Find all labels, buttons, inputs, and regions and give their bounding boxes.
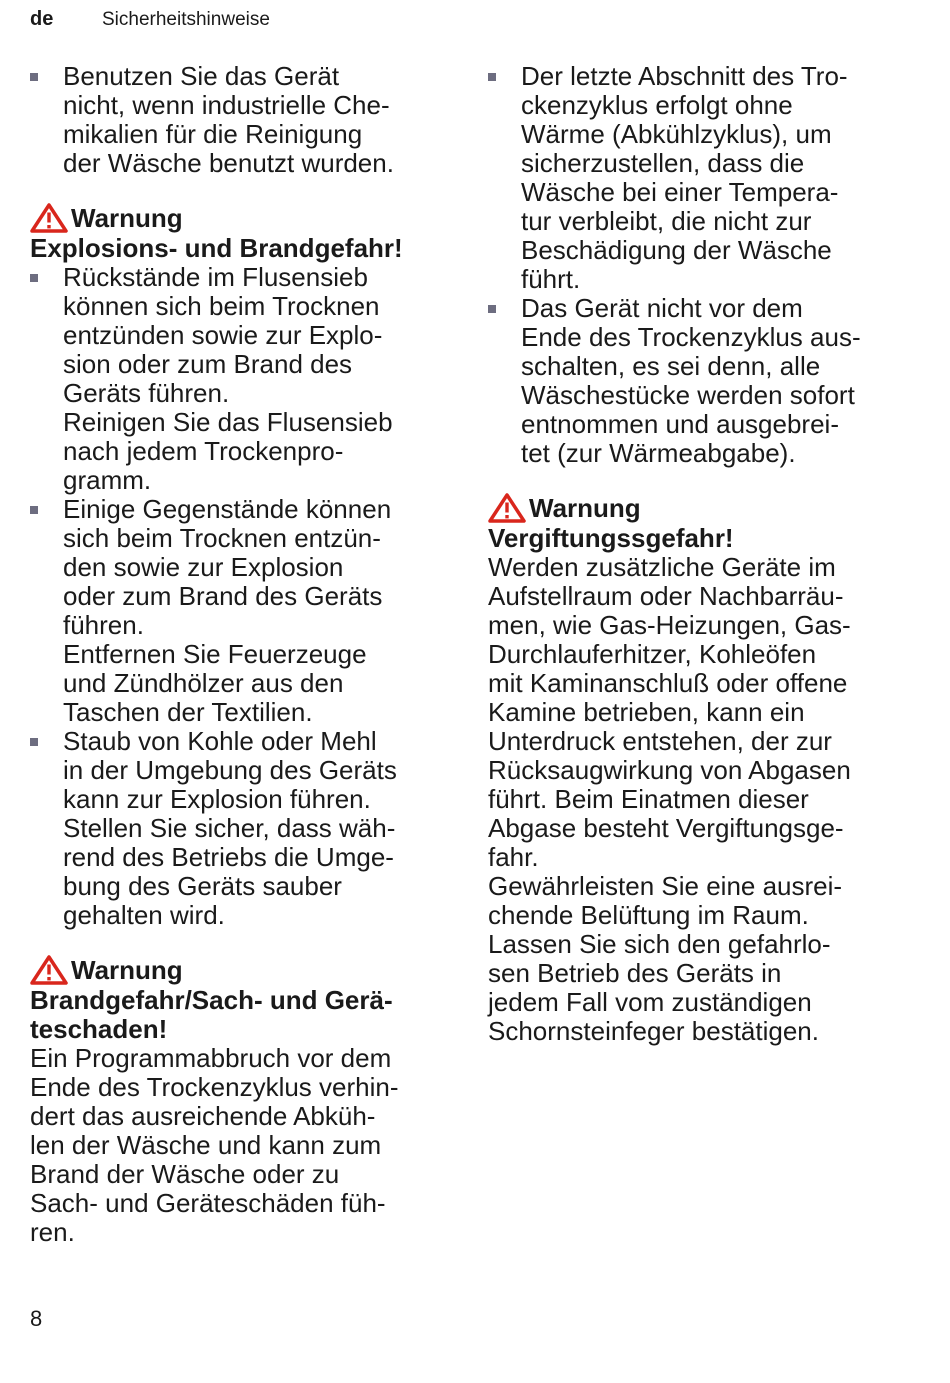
page-number: 8 — [30, 1306, 43, 1331]
list-item — [30, 263, 460, 495]
warning-subtitle — [30, 986, 460, 1044]
text-line: Abgase besteht Vergiftungsge- — [488, 813, 844, 843]
text-line: fahr. — [488, 842, 539, 872]
warning-subtitle: Explosions- und Brandgefahr! — [30, 233, 403, 263]
bullet-icon — [30, 738, 38, 746]
text-line: Der letzte Abschnitt des Tro- — [521, 61, 848, 91]
text-line: Brandgefahr/Sach- und Gerä- — [30, 985, 393, 1015]
text-line: chende Belüftung im Raum. — [488, 900, 809, 930]
warning-triangle-icon — [488, 493, 526, 523]
text-line: Schornsteinfeger bestätigen. — [488, 1016, 819, 1046]
text-line: Gewährleisten Sie eine ausrei- — [488, 871, 843, 901]
warning-subtitle: Vergiftungssgefahr! — [488, 523, 734, 553]
warning-body — [30, 1044, 460, 1247]
text-line: Benutzen Sie das Gerät — [63, 61, 340, 91]
text-line: Geräts führen. — [63, 378, 230, 408]
text-line: sicherzustellen, dass die — [521, 148, 805, 178]
text-line: Taschen der Textilien. — [63, 697, 313, 727]
warning-heading — [488, 492, 908, 524]
bullet-icon — [488, 73, 496, 81]
text-line: jedem Fall vom zuständigen — [488, 987, 812, 1017]
text-line: sen Betrieb des Geräts in — [488, 958, 782, 988]
text-line: rend des Betriebs die Umge- — [63, 842, 394, 872]
warning-triangle-icon — [30, 203, 68, 233]
text-line: ren. — [30, 1217, 75, 1247]
text-line: Lassen Sie sich den gefahrlo- — [488, 929, 831, 959]
text-line: teschaden! — [30, 1014, 168, 1044]
text-line: Brand der Wäsche oder zu — [30, 1159, 340, 1189]
section-title: Sicherheitshinweise — [102, 9, 270, 30]
text-line: oder zum Brand des Geräts — [63, 581, 383, 611]
warning-body — [488, 553, 908, 1046]
text-line: führt. Beim Einatmen dieser — [488, 784, 809, 814]
text-line: Aufstellraum oder Nachbarräu- — [488, 581, 844, 611]
text-line: Ein Programmabbruch vor dem — [30, 1043, 392, 1073]
text-line: mit Kaminanschluß oder offene — [488, 668, 848, 698]
text-line: tet (zur Wärmeabgabe). — [521, 438, 796, 468]
text-line: entnommen und ausgebrei- — [521, 409, 839, 439]
text-line: der Wäsche benutzt wurden. — [63, 148, 394, 178]
text-line: Kamine betrieben, kann ein — [488, 697, 805, 727]
warning-label: Warnung — [71, 202, 183, 233]
bullet-icon — [30, 73, 38, 81]
warning-label: Warnung — [529, 492, 641, 523]
text-line: Entfernen Sie Feuerzeuge — [63, 639, 367, 669]
bullet-icon — [30, 506, 38, 514]
language-tag: de — [30, 8, 54, 30]
text-line: len der Wäsche und kann zum — [30, 1130, 382, 1160]
text-line: den sowie zur Explosion — [63, 552, 344, 582]
text-line: mikalien für die Reinigung — [63, 119, 363, 149]
text-line: Rückstände im Flusensieb — [63, 262, 368, 292]
right-column — [488, 62, 908, 1046]
text-line: tur verbleibt, die nicht zur — [521, 206, 812, 236]
list-item — [30, 495, 460, 727]
text-line: Sach- und Geräteschäden füh- — [30, 1188, 386, 1218]
left-column — [30, 62, 460, 1247]
text-line: Das Gerät nicht vor dem — [521, 293, 803, 323]
text-line: Unterdruck entstehen, der zur — [488, 726, 832, 756]
text-line: Wäschestücke werden sofort — [521, 380, 855, 410]
text-line: Staub von Kohle oder Mehl — [63, 726, 377, 756]
page-header — [30, 8, 930, 34]
text-line: Wärme (Abkühlzyklus), um — [521, 119, 832, 149]
text-line: Ende des Trockenzyklus verhin- — [30, 1072, 399, 1102]
list-item — [30, 62, 460, 178]
warning-label: Warnung — [71, 954, 183, 985]
text-line: in der Umgebung des Geräts — [63, 755, 397, 785]
text-line: sion oder zum Brand des — [63, 349, 353, 379]
text-line: und Zündhölzer aus den — [63, 668, 344, 698]
text-line: können sich beim Trocknen — [63, 291, 380, 321]
text-line: führt. — [521, 264, 581, 294]
text-line: gehalten wird. — [63, 900, 225, 930]
text-line: men, wie Gas-Heizungen, Gas- — [488, 610, 851, 640]
text-line: entzünden sowie zur Explo- — [63, 320, 383, 350]
text-line: nicht, wenn industrielle Che- — [63, 90, 390, 120]
text-line: dert das ausreichende Abküh- — [30, 1101, 376, 1131]
warning-heading — [30, 954, 460, 986]
text-line: Rücksaugwirkung von Abgasen — [488, 755, 851, 785]
text-line: bung des Geräts sauber — [63, 871, 342, 901]
text-line: Einige Gegenstände können — [63, 494, 392, 524]
text-line: Ende des Trockenzyklus aus- — [521, 322, 861, 352]
text-line: führen. — [63, 610, 144, 640]
list-item — [30, 727, 460, 930]
text-line: Beschädigung der Wäsche — [521, 235, 832, 265]
text-line: kann zur Explosion führen. — [63, 784, 371, 814]
text-line: ckenzyklus erfolgt ohne — [521, 90, 793, 120]
text-line: sich beim Trocknen entzün- — [63, 523, 381, 553]
warning-triangle-icon — [30, 955, 68, 985]
text-line: gramm. — [63, 465, 152, 495]
list-item — [488, 294, 908, 468]
text-line: Reinigen Sie das Flusensieb — [63, 407, 393, 437]
bullet-icon — [30, 274, 38, 282]
text-line: Wäsche bei einer Tempera- — [521, 177, 839, 207]
text-line: Werden zusätzliche Geräte im — [488, 552, 836, 582]
text-line: Stellen Sie sicher, dass wäh- — [63, 813, 396, 843]
text-line: nach jedem Trockenpro- — [63, 436, 344, 466]
warning-heading — [30, 202, 460, 234]
text-line: Durchlauferhitzer, Kohleöfen — [488, 639, 817, 669]
list-item — [488, 62, 908, 294]
bullet-icon — [488, 305, 496, 313]
text-line: schalten, es sei denn, alle — [521, 351, 821, 381]
